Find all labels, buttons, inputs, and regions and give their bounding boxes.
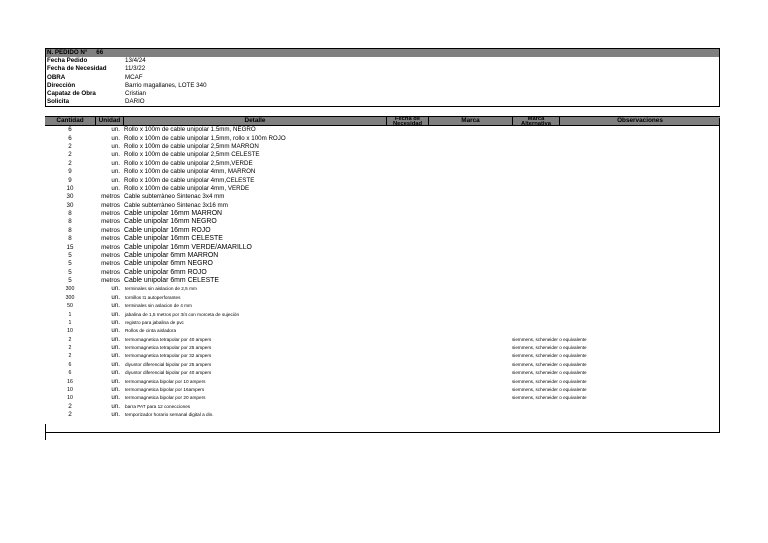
cantidad-cell: 6 — [68, 370, 72, 377]
cantidad-cell: 10 — [66, 184, 74, 192]
detalle-cell: Cable unipolar 16mm VERDE/AMARILLO — [124, 243, 252, 251]
table-row — [45, 168, 720, 176]
cantidad-cell: 1 — [68, 311, 72, 318]
col-unidad: Unidad — [96, 117, 124, 125]
detalle-cell: Rollo x 100m de cable unipolar 1.5mm, NEGRO — [124, 126, 256, 134]
marca-alternativa-cell — [386, 126, 511, 134]
cantidad-cell: 2 — [68, 402, 72, 410]
field-label: Fecha Pedido — [47, 57, 88, 65]
table-row — [45, 269, 720, 277]
detalle-cell: termomagnetica tetrapolar por 25 ampers — [125, 345, 212, 351]
unidad-cell: un. — [111, 318, 120, 326]
unidad-cell: un. — [111, 335, 120, 343]
table-row — [45, 378, 720, 386]
detalle-cell: termomagnetica bipolar por 16ampers — [125, 386, 205, 392]
unidad-cell: metros — [101, 210, 120, 218]
cantidad-cell: 15 — [66, 243, 74, 251]
table-row — [45, 252, 720, 260]
detalle-cell: Cable unipolar 16mm CELESTE — [124, 235, 223, 243]
table-row — [45, 210, 720, 218]
unidad-cell: metros — [101, 193, 120, 201]
table-bottom-border — [45, 432, 720, 433]
table-row — [45, 126, 720, 134]
marca-alternativa-cell — [386, 252, 511, 260]
unidad-cell: metros — [101, 243, 120, 251]
field-value: DARIO — [125, 98, 145, 106]
pedido-number: 66 — [96, 49, 104, 56]
marca-alternativa-cell: siemmens, scheneider o equivalente — [512, 395, 587, 401]
detalle-cell: Rollo x 100m de cable unipolar 1,5mm, rollo x 100m ROJO — [124, 134, 286, 142]
cantidad-cell: 9 — [68, 176, 72, 184]
table-row — [45, 193, 720, 201]
unidad-cell: un. — [111, 151, 120, 159]
col-cantidad: Cantidad — [45, 117, 96, 125]
header-field — [46, 82, 719, 90]
cantidad-cell: 30 — [66, 201, 74, 209]
unidad-cell: metros — [101, 218, 120, 226]
marca-alternativa-cell — [387, 327, 512, 335]
cantidad-cell: 2 — [68, 411, 72, 419]
table-row — [45, 369, 720, 377]
field-label: Direcciòn — [47, 81, 76, 89]
marca-alternativa-cell — [386, 244, 511, 252]
unidad-cell: un. — [111, 411, 120, 419]
table-row — [45, 311, 720, 319]
detalle-cell: jabalina de 1,5 metros por 3/4 con morceta de sujeciòn — [125, 311, 240, 317]
cantidad-cell: 2 — [68, 336, 72, 343]
marca-alternativa-cell — [386, 269, 511, 277]
detalle-cell: diyuntor diferencial bipolar por 40 ampers — [125, 370, 212, 376]
unidad-cell: un. — [111, 184, 120, 192]
table-row — [45, 277, 720, 285]
cantidad-cell: 300 — [65, 294, 75, 301]
col-detalle: Detalle — [124, 117, 387, 125]
items-table — [45, 116, 720, 419]
marca-alternativa-cell — [387, 311, 512, 319]
detalle-cell: Cable unipolar 16mm MARRON — [124, 210, 223, 218]
detalle-cell: Rollo x 100m de cable unipolar 4mm, MARRON — [124, 168, 256, 176]
field-value: 11/3/22 — [125, 65, 146, 73]
detalle-cell: Cable subterràneo Sintenac 3x4 mm — [124, 193, 225, 201]
table-row — [45, 352, 720, 360]
table-row — [45, 218, 720, 226]
detalle-cell: Rollo x 100m de cable unipolar 4mm,CELESTE — [124, 176, 255, 184]
table-row — [45, 411, 720, 419]
table-row — [45, 302, 720, 310]
unidad-cell: un. — [111, 126, 120, 134]
marca-alternativa-cell — [386, 210, 511, 218]
marca-alternativa-cell — [386, 260, 511, 268]
table-row — [45, 344, 720, 352]
table-row — [45, 143, 720, 151]
detalle-cell: termomagnetica tetrapolar por 32 ampers — [125, 353, 212, 359]
field-label: Fecha de Necesidad — [47, 65, 107, 73]
table-row — [45, 151, 720, 159]
cantidad-cell: 8 — [68, 235, 72, 243]
header-field — [46, 98, 719, 106]
cell-cursor-mark — [45, 424, 46, 440]
marca-alternativa-cell: siemmens, scheneider o equivalente — [512, 345, 587, 351]
marca-alternativa-cell — [386, 151, 511, 159]
detalle-cell: tornillos t1 autoperforantes — [125, 294, 181, 300]
table-row — [45, 235, 720, 243]
col-marca-alternativa: Marca Alternativa — [513, 117, 560, 125]
cantidad-cell: 50 — [67, 303, 73, 310]
unidad-cell: un. — [111, 134, 120, 142]
detalle-cell: Cable unipolar 16mm ROJO — [124, 226, 211, 234]
marca-alternativa-cell — [387, 294, 512, 302]
table-row — [45, 327, 720, 335]
pedido-label: N. PEDIDO N° — [47, 49, 88, 56]
marca-alternativa-cell — [387, 403, 512, 411]
unidad-cell: metros — [101, 277, 120, 285]
detalle-cell: diyuntor diferencial bipolar por 25 ampers — [125, 361, 212, 367]
table-row — [45, 135, 720, 143]
unidad-cell: metros — [101, 201, 120, 209]
order-sheet — [45, 48, 720, 419]
field-label: OBRA — [47, 73, 66, 81]
marca-alternativa-cell — [386, 160, 511, 168]
header-field — [46, 74, 719, 82]
detalle-cell: barra PAT para 12 conecciones — [125, 403, 191, 409]
header-field — [46, 65, 719, 73]
unidad-cell: un. — [111, 310, 120, 318]
cantidad-cell: 8 — [68, 226, 72, 234]
table-row — [45, 319, 720, 327]
cantidad-cell: 2 — [68, 151, 72, 159]
cantidad-cell: 8 — [68, 210, 72, 218]
marca-alternativa-cell — [386, 177, 511, 185]
detalle-cell: Rollos de cinta aisladora — [125, 328, 177, 334]
marca-alternativa-cell — [386, 185, 511, 193]
pedido-row — [46, 49, 719, 57]
marca-alternativa-cell — [386, 235, 511, 243]
cantidad-cell: 5 — [68, 260, 72, 268]
unidad-cell: un. — [111, 285, 120, 293]
marca-alternativa-cell — [386, 227, 511, 235]
unidad-cell: un. — [111, 369, 120, 377]
table-header — [45, 117, 720, 126]
marca-alternativa-cell — [387, 319, 512, 327]
detalle-cell: termomagnetica tetrapolar por 40 ampers — [125, 336, 212, 342]
field-label: Capataz de Obra — [47, 89, 96, 97]
cantidad-cell: 5 — [68, 277, 72, 285]
marca-alternativa-cell — [386, 277, 511, 285]
unidad-cell: un. — [111, 352, 120, 360]
table-row — [45, 202, 720, 210]
table-row — [45, 177, 720, 185]
detalle-cell: terminales sin aslacion de 4 mm — [125, 303, 192, 309]
table-row — [45, 336, 720, 344]
order-header — [45, 48, 720, 107]
header-field — [46, 57, 719, 65]
detalle-cell: termomagnetica bipolar por 10 ampers — [125, 378, 206, 384]
marca-alternativa-cell: siemmens, scheneider o equivalente — [512, 386, 587, 392]
unidad-cell: un. — [111, 168, 120, 176]
marca-alternativa-cell — [386, 143, 511, 151]
detalle-cell: temporizador horario semanal digital a din. — [125, 412, 214, 418]
unidad-cell: un. — [111, 394, 120, 402]
marca-alternativa-cell — [386, 168, 511, 176]
table-row — [45, 260, 720, 268]
cantidad-cell: 300 — [65, 286, 75, 293]
unidad-cell: metros — [101, 260, 120, 268]
marca-alternativa-cell: siemmens, scheneider o equivalente — [512, 353, 587, 359]
cantidad-cell: 2 — [68, 143, 72, 151]
unidad-cell: un. — [111, 360, 120, 368]
marca-alternativa-cell — [387, 411, 512, 419]
marca-alternativa-cell — [386, 218, 511, 226]
detalle-cell: Rollo x 100m de cable unipolar 2,5mm MARRON — [124, 143, 259, 151]
unidad-cell: un. — [111, 302, 120, 310]
detalle-cell: Cable unipolar 6mm CELESTE — [124, 277, 219, 285]
table-row — [45, 403, 720, 411]
unidad-cell: un. — [111, 385, 120, 393]
marca-alternativa-cell: siemmens, scheneider o equivalente — [512, 361, 587, 367]
cantidad-cell: 1 — [68, 319, 72, 326]
marca-alternativa-cell: siemmens, scheneider o equivalente — [512, 336, 587, 342]
detalle-cell: Rollo x 100m de cable unipolar 2,5mm,VERDE — [124, 159, 253, 167]
marca-alternativa-cell: siemmens, scheneider o equivalente — [512, 370, 587, 376]
table-row — [45, 227, 720, 235]
detalle-cell: terminales sin aislacion de 2,5 mm — [125, 286, 197, 292]
unidad-cell: metros — [101, 226, 120, 234]
detalle-cell: Rollo x 100m de cable unipolar 4mm, VERDE — [124, 184, 250, 192]
unidad-cell: un. — [111, 344, 120, 352]
field-value: Barrio magallanes, LOTE 340 — [125, 81, 207, 89]
table-row — [45, 285, 720, 293]
detalle-cell: Cable unipolar 6mm NEGRO — [124, 260, 213, 268]
cantidad-cell: 5 — [68, 251, 72, 259]
detalle-cell: Rollo x 100m de cable unipolar 2,5mm CELESTE — [124, 151, 260, 159]
marca-alternativa-cell — [386, 202, 511, 210]
cantidad-cell: 8 — [68, 218, 72, 226]
marca-alternativa-cell — [386, 135, 511, 143]
col-observaciones: Observaciones — [617, 117, 663, 125]
table-row — [45, 244, 720, 252]
cantidad-cell: 9 — [68, 168, 72, 176]
unidad-cell: un. — [111, 327, 120, 335]
table-row — [45, 394, 720, 402]
detalle-cell: Cable subterràneo Sintenac 3x16 mm — [124, 201, 228, 209]
table-row — [45, 294, 720, 302]
detalle-cell: Cable unipolar 6mm ROJO — [124, 268, 207, 276]
unidad-cell: metros — [101, 235, 120, 243]
cantidad-cell: 2 — [68, 159, 72, 167]
marca-alternativa-cell — [386, 193, 511, 201]
cantidad-cell: 30 — [66, 193, 74, 201]
cantidad-cell: 10 — [67, 386, 73, 393]
table-row — [45, 185, 720, 193]
table-row — [45, 361, 720, 369]
field-label: Solicita — [47, 98, 70, 106]
detalle-cell: registro para jabalina de pvc — [125, 319, 184, 325]
unidad-cell: metros — [101, 268, 120, 276]
field-value: Cristian — [125, 89, 146, 97]
cantidad-cell: 5 — [68, 268, 72, 276]
unidad-cell: un. — [111, 377, 120, 385]
cantidad-cell: 16 — [67, 378, 73, 385]
cantidad-cell: 2 — [68, 345, 72, 352]
marca-alternativa-cell — [387, 285, 512, 293]
cantidad-cell: 6 — [68, 126, 72, 134]
header-field — [46, 90, 719, 98]
cantidad-cell: 10 — [67, 328, 73, 335]
unidad-cell: un. — [111, 176, 120, 184]
marca-alternativa-cell — [387, 302, 512, 310]
field-value: MCAF — [125, 73, 143, 81]
table-row — [45, 386, 720, 394]
unidad-cell: un. — [111, 293, 120, 301]
table-right-border — [719, 118, 720, 432]
cantidad-cell: 10 — [67, 395, 73, 402]
table-body — [45, 126, 720, 419]
cantidad-cell: 6 — [68, 361, 72, 368]
unidad-cell: un. — [111, 143, 120, 151]
detalle-cell: Cable unipolar 6mm MARRON — [124, 251, 219, 259]
field-value: 13/4/24 — [125, 57, 146, 65]
detalle-cell: termomagnetica bipolar por 20 ampers — [125, 395, 206, 401]
unidad-cell: un. — [111, 402, 120, 410]
col-marca: Marca — [429, 117, 513, 125]
marca-alternativa-cell: siemmens, scheneider o equivalente — [512, 378, 587, 384]
col-fecha-necesidad: Fecha de Necesidad — [387, 117, 429, 125]
unidad-cell: un. — [111, 159, 120, 167]
table-row — [45, 160, 720, 168]
detalle-cell: Cable unipolar 16mm NEGRO — [124, 218, 217, 226]
cantidad-cell: 6 — [68, 134, 72, 142]
cantidad-cell: 2 — [68, 353, 72, 360]
unidad-cell: metros — [101, 251, 120, 259]
